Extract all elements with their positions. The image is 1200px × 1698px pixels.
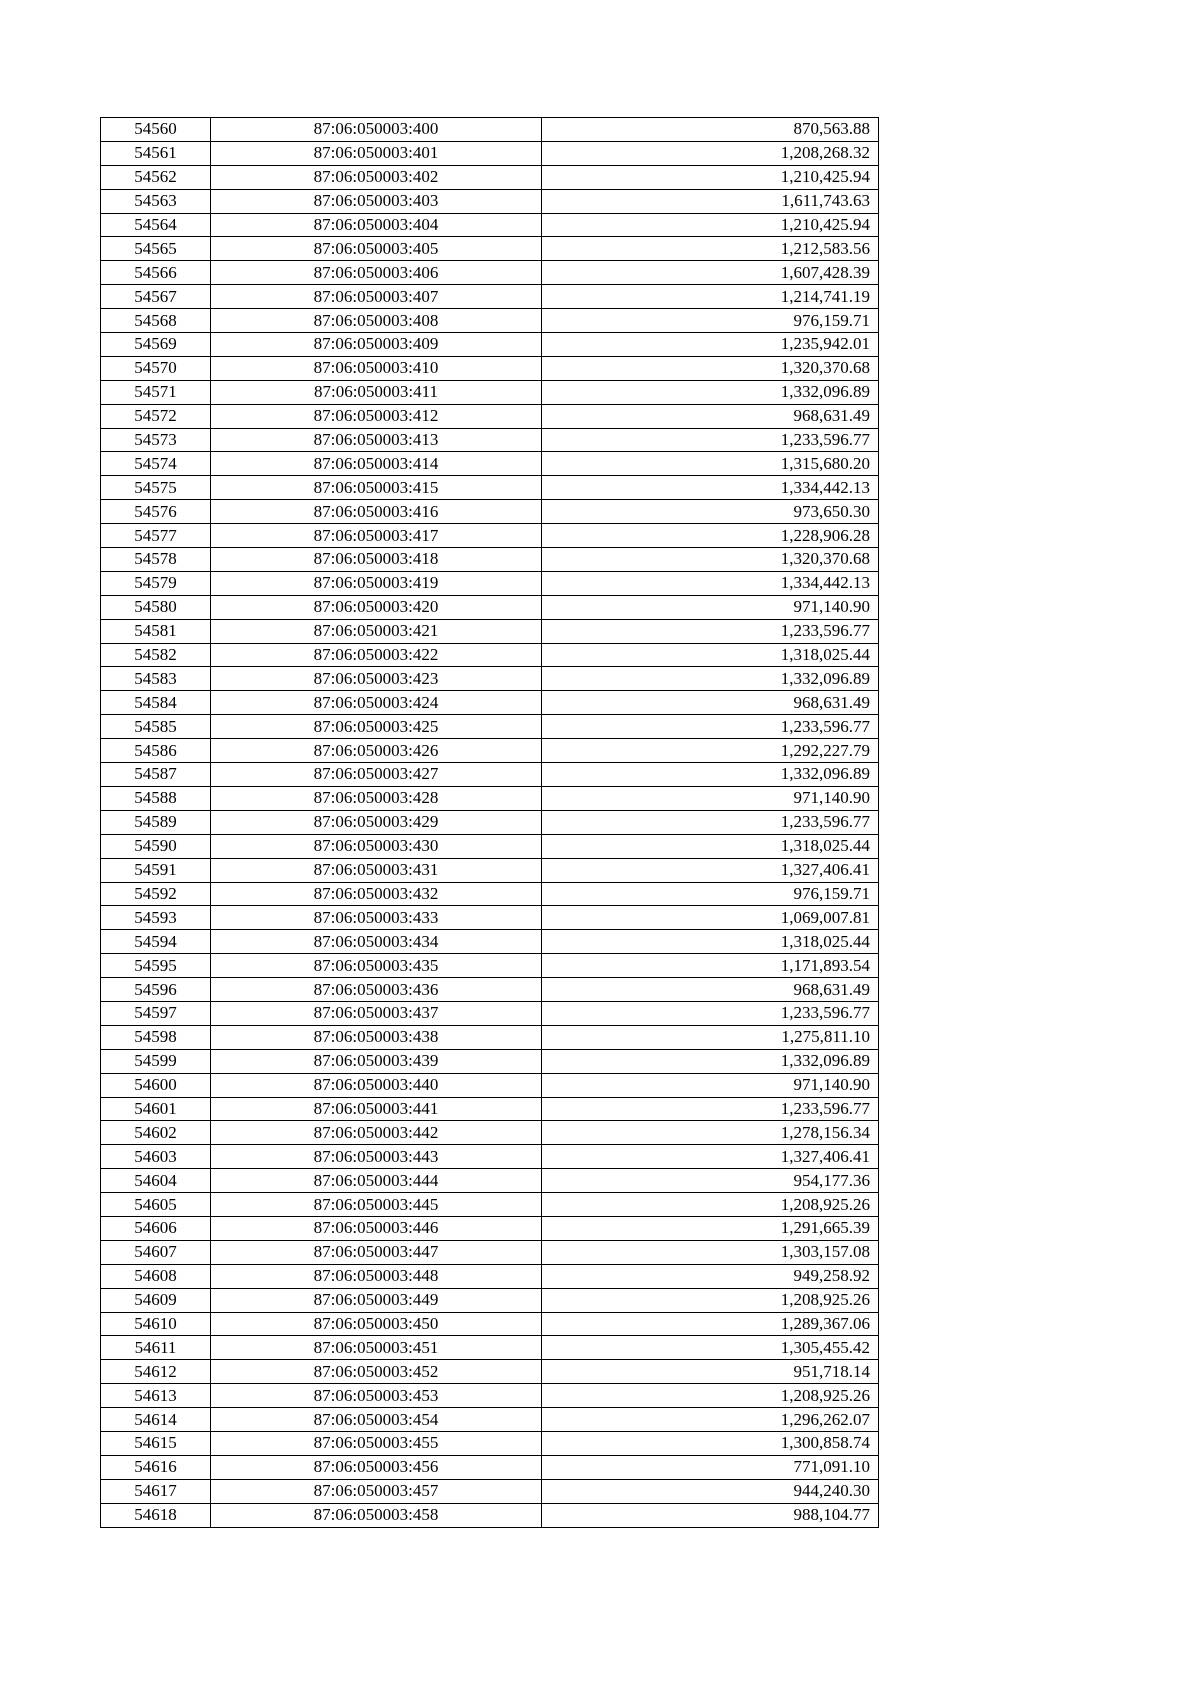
row-number-cell: 54577 (101, 524, 211, 548)
value-cell: 1,318,025.44 (542, 834, 879, 858)
table-row (101, 1049, 879, 1073)
cadastral-number-cell: 87:06:050003:431 (211, 858, 542, 882)
row-number-cell: 54584 (101, 691, 211, 715)
row-number-cell: 54591 (101, 858, 211, 882)
table-row (101, 786, 879, 810)
table-row (101, 1121, 879, 1145)
table-row (101, 1503, 879, 1527)
value-cell: 951,718.14 (542, 1360, 879, 1384)
table-row (101, 1097, 879, 1121)
cadastral-number-cell: 87:06:050003:432 (211, 882, 542, 906)
table-row (101, 309, 879, 333)
value-cell: 976,159.71 (542, 309, 879, 333)
value-cell: 1,233,596.77 (542, 1001, 879, 1025)
table-row (101, 1408, 879, 1432)
table-row (101, 1169, 879, 1193)
row-number-cell: 54580 (101, 595, 211, 619)
cadastral-number-cell: 87:06:050003:429 (211, 810, 542, 834)
row-number-cell: 54596 (101, 978, 211, 1002)
table-row (101, 858, 879, 882)
row-number-cell: 54574 (101, 452, 211, 476)
value-cell: 1,320,370.68 (542, 356, 879, 380)
cadastral-number-cell: 87:06:050003:441 (211, 1097, 542, 1121)
table-row (101, 261, 879, 285)
table-row (101, 1216, 879, 1240)
cadastral-number-cell: 87:06:050003:452 (211, 1360, 542, 1384)
table-row (101, 1240, 879, 1264)
value-cell: 1,334,442.13 (542, 476, 879, 500)
cadastral-number-cell: 87:06:050003:455 (211, 1431, 542, 1455)
row-number-cell: 54586 (101, 739, 211, 763)
value-cell: 954,177.36 (542, 1169, 879, 1193)
row-number-cell: 54561 (101, 141, 211, 165)
value-cell: 1,315,680.20 (542, 452, 879, 476)
cadastral-number-cell: 87:06:050003:438 (211, 1025, 542, 1049)
value-cell: 1,305,455.42 (542, 1336, 879, 1360)
row-number-cell: 54568 (101, 309, 211, 333)
table-row (101, 333, 879, 357)
row-number-cell: 54605 (101, 1193, 211, 1217)
cadastral-number-cell: 87:06:050003:434 (211, 930, 542, 954)
table-row (101, 1145, 879, 1169)
table-row (101, 882, 879, 906)
table-row (101, 763, 879, 787)
value-cell: 971,140.90 (542, 595, 879, 619)
value-cell: 870,563.88 (542, 118, 879, 142)
value-cell: 944,240.30 (542, 1479, 879, 1503)
table-row (101, 643, 879, 667)
row-number-cell: 54564 (101, 213, 211, 237)
cadastral-number-cell: 87:06:050003:427 (211, 763, 542, 787)
row-number-cell: 54563 (101, 189, 211, 213)
cadastral-number-cell: 87:06:050003:408 (211, 309, 542, 333)
row-number-cell: 54589 (101, 810, 211, 834)
cadastral-number-cell: 87:06:050003:454 (211, 1408, 542, 1432)
row-number-cell: 54600 (101, 1073, 211, 1097)
cadastral-number-cell: 87:06:050003:430 (211, 834, 542, 858)
cadastral-number-cell: 87:06:050003:414 (211, 452, 542, 476)
cadastral-number-cell: 87:06:050003:418 (211, 548, 542, 572)
cadastral-number-cell: 87:06:050003:410 (211, 356, 542, 380)
value-cell: 1,289,367.06 (542, 1312, 879, 1336)
value-cell: 1,318,025.44 (542, 930, 879, 954)
value-cell: 1,069,007.81 (542, 906, 879, 930)
value-cell: 968,631.49 (542, 404, 879, 428)
table-row (101, 524, 879, 548)
cadastral-number-cell: 87:06:050003:422 (211, 643, 542, 667)
table-row (101, 1193, 879, 1217)
table-row (101, 1073, 879, 1097)
row-number-cell: 54601 (101, 1097, 211, 1121)
table-row (101, 141, 879, 165)
cadastral-number-cell: 87:06:050003:435 (211, 954, 542, 978)
table-row (101, 1312, 879, 1336)
cadastral-number-cell: 87:06:050003:457 (211, 1479, 542, 1503)
row-number-cell: 54582 (101, 643, 211, 667)
cadastral-number-cell: 87:06:050003:433 (211, 906, 542, 930)
value-cell: 1,171,893.54 (542, 954, 879, 978)
row-number-cell: 54581 (101, 619, 211, 643)
table-row (101, 1384, 879, 1408)
table-row (101, 691, 879, 715)
cadastral-number-cell: 87:06:050003:458 (211, 1503, 542, 1527)
table-row (101, 1025, 879, 1049)
cadastral-number-cell: 87:06:050003:439 (211, 1049, 542, 1073)
cadastral-number-cell: 87:06:050003:426 (211, 739, 542, 763)
row-number-cell: 54565 (101, 237, 211, 261)
row-number-cell: 54593 (101, 906, 211, 930)
value-cell: 1,233,596.77 (542, 715, 879, 739)
value-cell: 973,650.30 (542, 500, 879, 524)
row-number-cell: 54612 (101, 1360, 211, 1384)
row-number-cell: 54585 (101, 715, 211, 739)
cadastral-number-cell: 87:06:050003:428 (211, 786, 542, 810)
row-number-cell: 54616 (101, 1455, 211, 1479)
row-number-cell: 54570 (101, 356, 211, 380)
value-cell: 1,607,428.39 (542, 261, 879, 285)
cadastral-number-cell: 87:06:050003:411 (211, 380, 542, 404)
value-cell: 1,320,370.68 (542, 548, 879, 572)
table-row (101, 954, 879, 978)
row-number-cell: 54611 (101, 1336, 211, 1360)
cadastral-number-cell: 87:06:050003:402 (211, 165, 542, 189)
table-row (101, 595, 879, 619)
table-row (101, 1431, 879, 1455)
cadastral-number-cell: 87:06:050003:405 (211, 237, 542, 261)
value-cell: 968,631.49 (542, 691, 879, 715)
table-row (101, 404, 879, 428)
table-row (101, 118, 879, 142)
cadastral-number-cell: 87:06:050003:407 (211, 285, 542, 309)
value-cell: 971,140.90 (542, 1073, 879, 1097)
value-cell: 1,327,406.41 (542, 858, 879, 882)
cadastral-number-cell: 87:06:050003:450 (211, 1312, 542, 1336)
value-cell: 1,275,811.10 (542, 1025, 879, 1049)
row-number-cell: 54598 (101, 1025, 211, 1049)
table-row (101, 237, 879, 261)
value-cell: 1,210,425.94 (542, 213, 879, 237)
row-number-cell: 54594 (101, 930, 211, 954)
row-number-cell: 54604 (101, 1169, 211, 1193)
cadastral-number-cell: 87:06:050003:456 (211, 1455, 542, 1479)
row-number-cell: 54590 (101, 834, 211, 858)
value-cell: 1,208,925.26 (542, 1288, 879, 1312)
row-number-cell: 54617 (101, 1479, 211, 1503)
table-row (101, 810, 879, 834)
row-number-cell: 54567 (101, 285, 211, 309)
table-row (101, 1288, 879, 1312)
table-row (101, 1455, 879, 1479)
value-cell: 1,332,096.89 (542, 380, 879, 404)
value-cell: 771,091.10 (542, 1455, 879, 1479)
table-row (101, 548, 879, 572)
value-cell: 1,332,096.89 (542, 763, 879, 787)
row-number-cell: 54603 (101, 1145, 211, 1169)
cadastral-number-cell: 87:06:050003:409 (211, 333, 542, 357)
cadastral-number-cell: 87:06:050003:451 (211, 1336, 542, 1360)
table-row (101, 380, 879, 404)
row-number-cell: 54583 (101, 667, 211, 691)
row-number-cell: 54592 (101, 882, 211, 906)
value-cell: 1,278,156.34 (542, 1121, 879, 1145)
row-number-cell: 54609 (101, 1288, 211, 1312)
value-cell: 949,258.92 (542, 1264, 879, 1288)
cadastral-number-cell: 87:06:050003:444 (211, 1169, 542, 1193)
row-number-cell: 54615 (101, 1431, 211, 1455)
row-number-cell: 54618 (101, 1503, 211, 1527)
cadastral-number-cell: 87:06:050003:443 (211, 1145, 542, 1169)
row-number-cell: 54610 (101, 1312, 211, 1336)
value-cell: 1,233,596.77 (542, 810, 879, 834)
table-row (101, 452, 879, 476)
cadastral-number-cell: 87:06:050003:415 (211, 476, 542, 500)
value-cell: 1,235,942.01 (542, 333, 879, 357)
value-cell: 1,292,227.79 (542, 739, 879, 763)
table-row (101, 834, 879, 858)
table-row (101, 1479, 879, 1503)
value-cell: 1,210,425.94 (542, 165, 879, 189)
cadastral-number-cell: 87:06:050003:413 (211, 428, 542, 452)
row-number-cell: 54607 (101, 1240, 211, 1264)
cadastral-number-cell: 87:06:050003:421 (211, 619, 542, 643)
cadastral-number-cell: 87:06:050003:425 (211, 715, 542, 739)
row-number-cell: 54572 (101, 404, 211, 428)
table-row (101, 906, 879, 930)
table-row (101, 1264, 879, 1288)
row-number-cell: 54613 (101, 1384, 211, 1408)
cadastral-number-cell: 87:06:050003:401 (211, 141, 542, 165)
table-row (101, 1001, 879, 1025)
value-cell: 1,334,442.13 (542, 571, 879, 595)
row-number-cell: 54599 (101, 1049, 211, 1073)
row-number-cell: 54579 (101, 571, 211, 595)
cadastral-number-cell: 87:06:050003:436 (211, 978, 542, 1002)
row-number-cell: 54575 (101, 476, 211, 500)
cadastral-number-cell: 87:06:050003:453 (211, 1384, 542, 1408)
table-row (101, 1336, 879, 1360)
row-number-cell: 54562 (101, 165, 211, 189)
row-number-cell: 54571 (101, 380, 211, 404)
table-row (101, 619, 879, 643)
table-row (101, 1360, 879, 1384)
cadastral-number-cell: 87:06:050003:417 (211, 524, 542, 548)
data-table (100, 117, 879, 1528)
value-cell: 1,233,596.77 (542, 619, 879, 643)
row-number-cell: 54566 (101, 261, 211, 285)
cadastral-number-cell: 87:06:050003:440 (211, 1073, 542, 1097)
value-cell: 1,208,268.32 (542, 141, 879, 165)
value-cell: 1,208,925.26 (542, 1384, 879, 1408)
value-cell: 1,327,406.41 (542, 1145, 879, 1169)
cadastral-number-cell: 87:06:050003:442 (211, 1121, 542, 1145)
cadastral-number-cell: 87:06:050003:446 (211, 1216, 542, 1240)
value-cell: 1,611,743.63 (542, 189, 879, 213)
cadastral-number-cell: 87:06:050003:449 (211, 1288, 542, 1312)
table-row (101, 476, 879, 500)
value-cell: 1,208,925.26 (542, 1193, 879, 1217)
table-row (101, 356, 879, 380)
cadastral-number-cell: 87:06:050003:416 (211, 500, 542, 524)
table-row (101, 930, 879, 954)
value-cell: 976,159.71 (542, 882, 879, 906)
cadastral-number-cell: 87:06:050003:400 (211, 118, 542, 142)
value-cell: 1,233,596.77 (542, 428, 879, 452)
table-row (101, 715, 879, 739)
table-row (101, 739, 879, 763)
value-cell: 1,212,583.56 (542, 237, 879, 261)
row-number-cell: 54587 (101, 763, 211, 787)
value-cell: 1,291,665.39 (542, 1216, 879, 1240)
row-number-cell: 54606 (101, 1216, 211, 1240)
cadastral-number-cell: 87:06:050003:419 (211, 571, 542, 595)
table-row (101, 165, 879, 189)
table-row (101, 189, 879, 213)
cadastral-number-cell: 87:06:050003:423 (211, 667, 542, 691)
row-number-cell: 54595 (101, 954, 211, 978)
table-row (101, 285, 879, 309)
row-number-cell: 54597 (101, 1001, 211, 1025)
cadastral-number-cell: 87:06:050003:424 (211, 691, 542, 715)
table-row (101, 428, 879, 452)
cadastral-number-cell: 87:06:050003:404 (211, 213, 542, 237)
row-number-cell: 54608 (101, 1264, 211, 1288)
value-cell: 1,318,025.44 (542, 643, 879, 667)
table-body (101, 118, 879, 1528)
table-row (101, 978, 879, 1002)
row-number-cell: 54602 (101, 1121, 211, 1145)
cadastral-number-cell: 87:06:050003:448 (211, 1264, 542, 1288)
value-cell: 1,296,262.07 (542, 1408, 879, 1432)
cadastral-number-cell: 87:06:050003:412 (211, 404, 542, 428)
cadastral-number-cell: 87:06:050003:447 (211, 1240, 542, 1264)
row-number-cell: 54614 (101, 1408, 211, 1432)
value-cell: 1,303,157.08 (542, 1240, 879, 1264)
row-number-cell: 54560 (101, 118, 211, 142)
cadastral-number-cell: 87:06:050003:445 (211, 1193, 542, 1217)
row-number-cell: 54588 (101, 786, 211, 810)
value-cell: 968,631.49 (542, 978, 879, 1002)
table-row (101, 213, 879, 237)
value-cell: 971,140.90 (542, 786, 879, 810)
value-cell: 1,332,096.89 (542, 1049, 879, 1073)
table-row (101, 667, 879, 691)
table-row (101, 571, 879, 595)
cadastral-number-cell: 87:06:050003:406 (211, 261, 542, 285)
cadastral-number-cell: 87:06:050003:403 (211, 189, 542, 213)
value-cell: 1,214,741.19 (542, 285, 879, 309)
value-cell: 1,332,096.89 (542, 667, 879, 691)
row-number-cell: 54573 (101, 428, 211, 452)
value-cell: 1,228,906.28 (542, 524, 879, 548)
row-number-cell: 54569 (101, 333, 211, 357)
cadastral-number-cell: 87:06:050003:420 (211, 595, 542, 619)
value-cell: 1,233,596.77 (542, 1097, 879, 1121)
value-cell: 988,104.77 (542, 1503, 879, 1527)
cadastral-number-cell: 87:06:050003:437 (211, 1001, 542, 1025)
row-number-cell: 54576 (101, 500, 211, 524)
value-cell: 1,300,858.74 (542, 1431, 879, 1455)
table-row (101, 500, 879, 524)
row-number-cell: 54578 (101, 548, 211, 572)
